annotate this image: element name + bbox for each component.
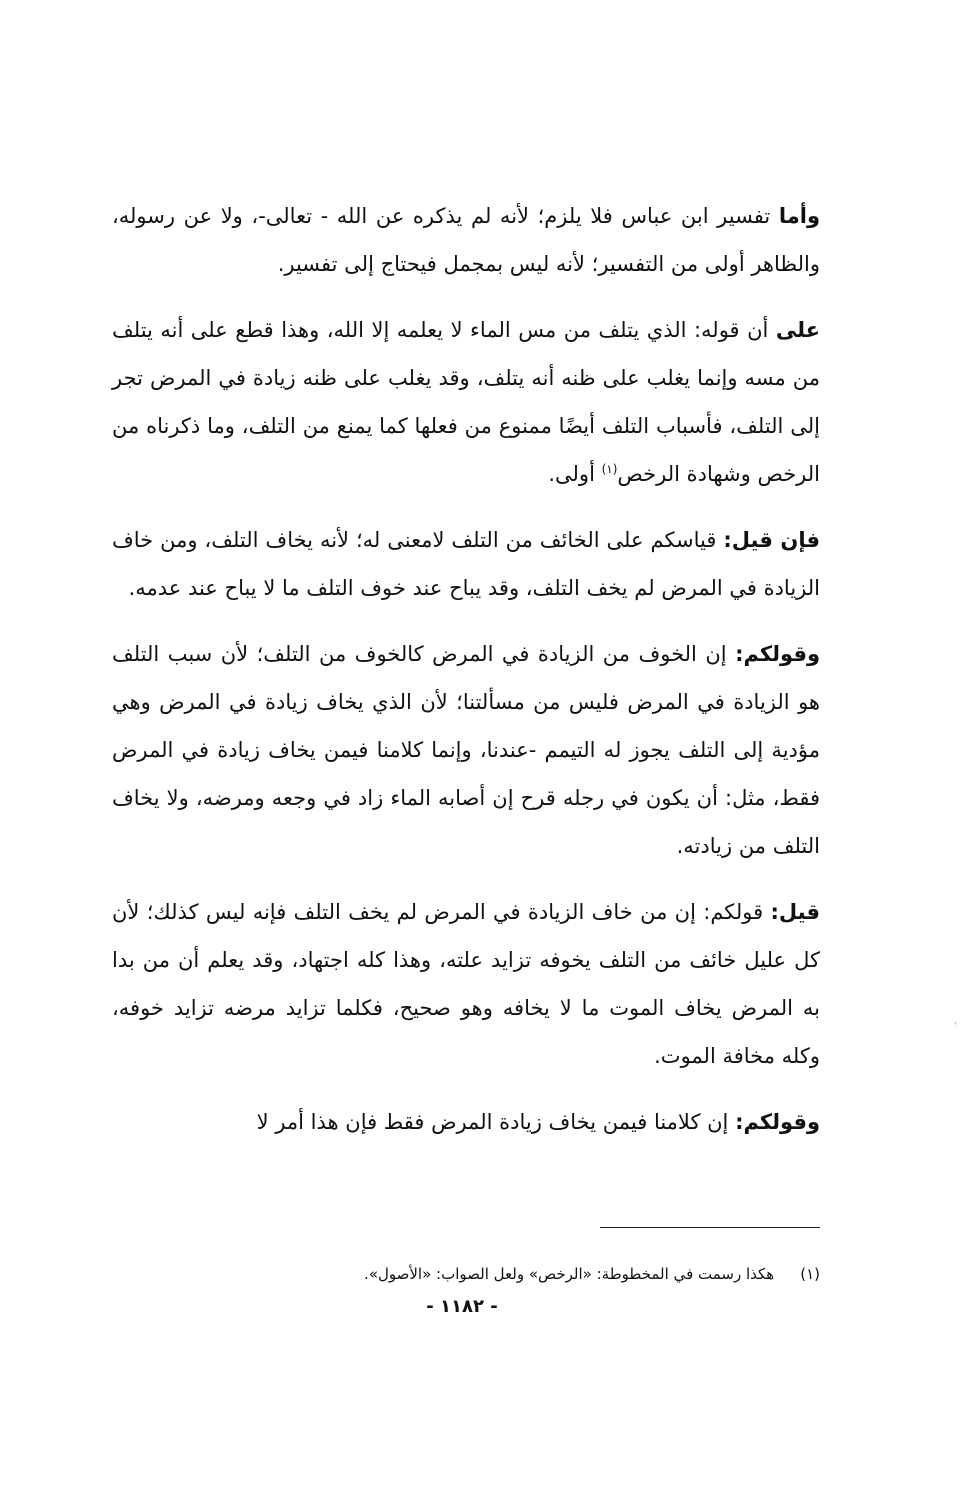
paragraph-6 (112, 1098, 820, 1146)
main-text (112, 192, 820, 1164)
paragraph-text: إن الخوف من الزيادة في المرض كالخوف من التلف؛ لأن سبب التلف هو الزيادة في المرض فليس من مسألتنا؛ لأن الذي يخاف زيادة في المرض وهي مؤدية إلى التلف يجوز له التيمم -عندنا، وإنما كلامنا فيمن يخاف زيادة في المرض فقط، مثل: أن يكون في رجله قرح إن أصابه الماء زاد في وجعه ومرضه، ولا يخاف التلف من زيادته. (112, 642, 820, 858)
paragraph-lead: على (775, 318, 820, 342)
paragraph-text: قولكم: إن من خاف الزيادة في المرض لم يخف التلف فإنه ليس كذلك؛ لأن كل عليل خائف من التلف يخوفه تزايد علته، وهذا كله اجتهاد، وقد يعلم أن من بدا به المرض يخاف الموت ما لا يخافه وهو صحيح، فكلما تزايد مرضه تزايد خوفه، وكله مخافة الموت. (112, 900, 820, 1068)
paragraph-text: تفسير ابن عباس فلا يلزم؛ لأنه لم يذكره عن الله - تعالى-، ولا عن رسوله، والظاهر أولى من التفسير؛ لأنه ليس بمجمل فيحتاج إلى تفسير. (112, 204, 820, 276)
page-number: - ١١٨٢ - (426, 1296, 498, 1317)
margin-mark: ˈ (954, 1022, 957, 1032)
paragraph-text-after: أولى. (548, 462, 602, 486)
paragraph-lead: وأما (778, 204, 820, 228)
paragraph-1 (112, 192, 820, 288)
paragraph-lead: وقولكم: (735, 642, 820, 666)
paragraph-text: إن كلامنا فيمن يخاف زيادة المرض فقط فإن هذا أمر لا (256, 1110, 736, 1134)
paragraph-text: أن قوله: الذي يتلف من مس الماء لا يعلمه إلا الله، وهذا قطع على أنه يتلف من مسه وإنما يغلب على ظنه أنه يتلف، وقد يغلب على ظنه زيادة في المرض تجر إلى التلف، فأسباب التلف أيضًا ممنوع من فعلها كما يمنع من التلف، وما ذكرناه من الرخص وشهادة الرخص (112, 318, 820, 486)
footnote-number: (١) (800, 1265, 820, 1283)
paragraph-text: قياسكم على الخائف من التلف لامعنى له؛ لأنه يخاف التلف، ومن خاف الزيادة في المرض لم يخف التلف، وقد يباح عند خوف التلف ما لا يباح عند عدمه. (112, 528, 820, 600)
paragraph-lead: فإن قيل: (723, 528, 820, 552)
footnote-divider (600, 1227, 820, 1228)
paragraph-lead: قيل: (770, 900, 820, 924)
footnote (112, 1262, 820, 1286)
paragraph-4 (112, 630, 820, 870)
paragraph-3 (112, 516, 820, 612)
paragraph-lead: وقولكم: (735, 1110, 820, 1134)
paragraph-5 (112, 888, 820, 1080)
footnote-reference: (١) (601, 462, 618, 476)
footnote-text: هكذا رسمت في المخطوطة: «الرخص» ولعل الصواب: «الأصول». (364, 1265, 775, 1283)
paragraph-2 (112, 306, 820, 498)
